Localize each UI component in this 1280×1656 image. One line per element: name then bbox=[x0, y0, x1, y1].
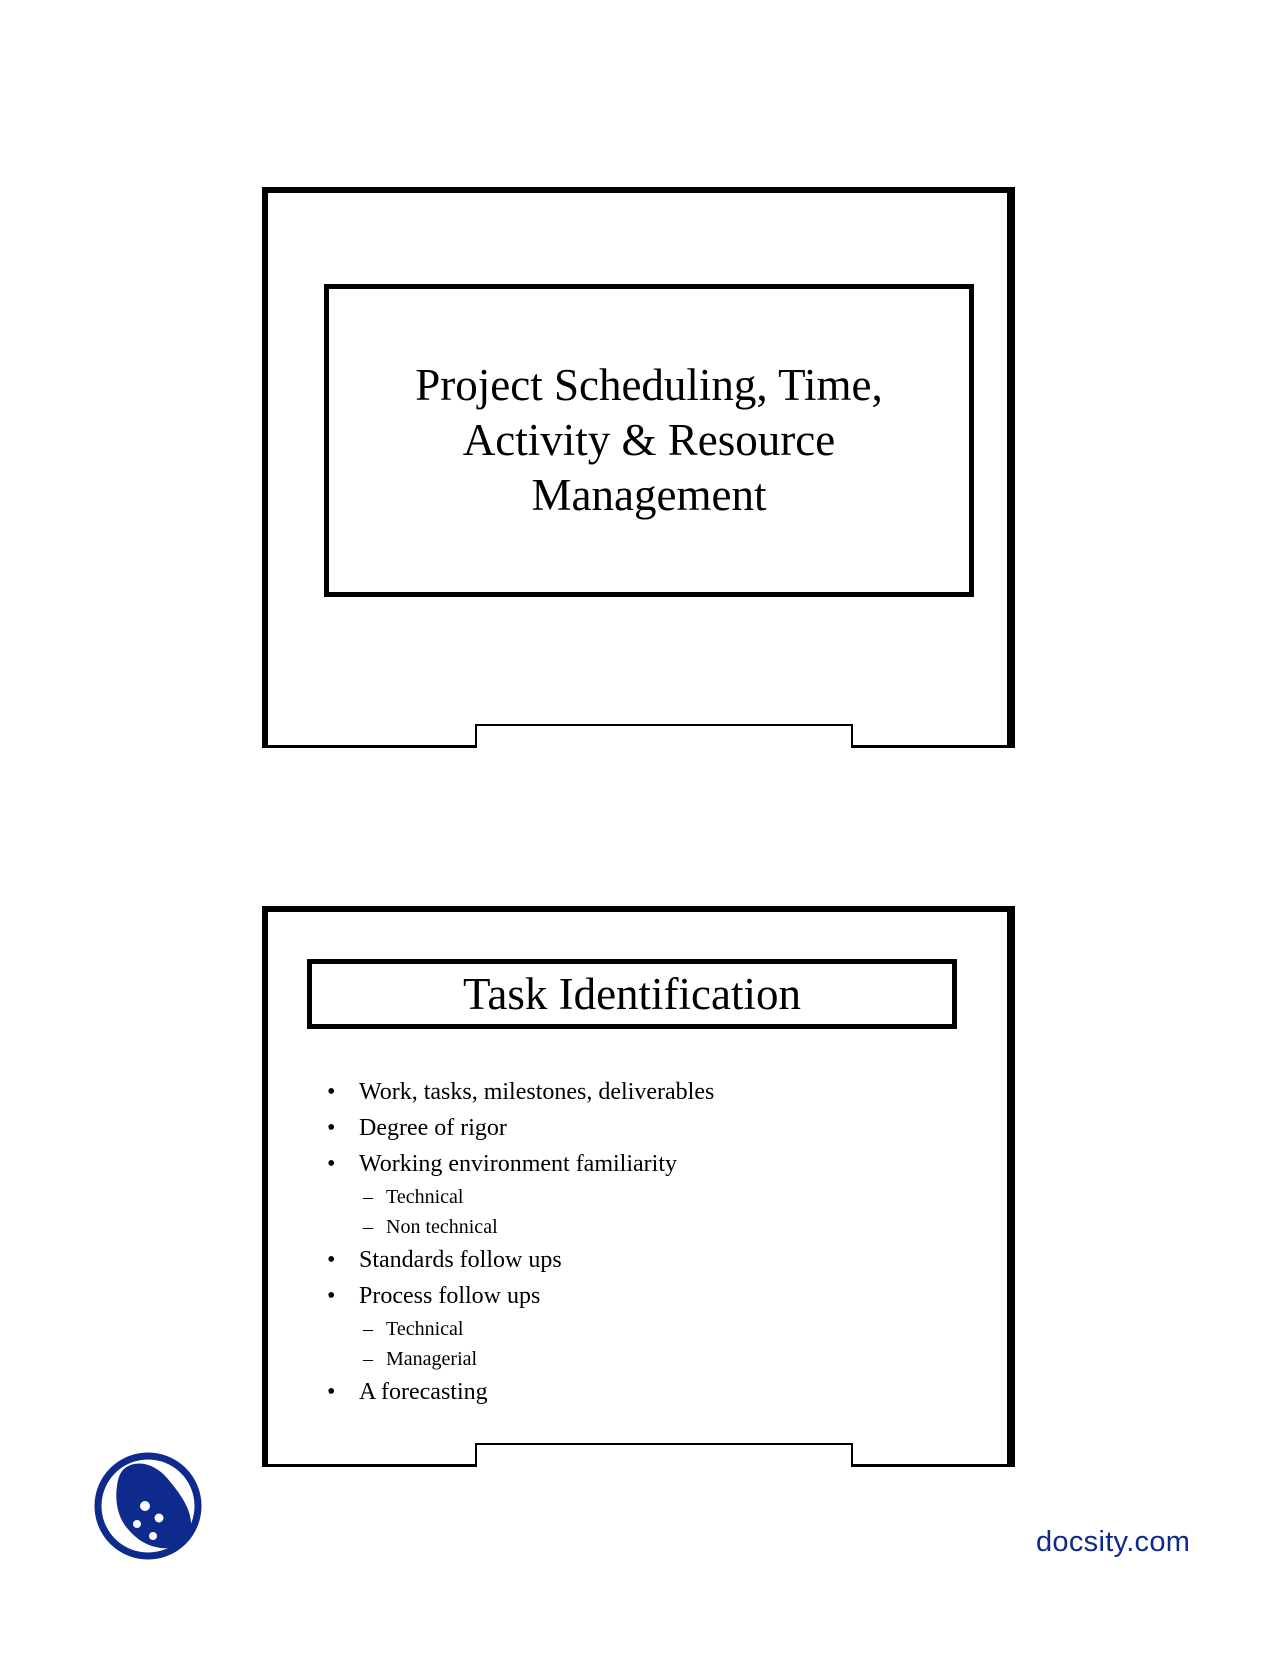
bullet-item: • Degree of rigor bbox=[324, 1110, 714, 1146]
presentation-title bbox=[369, 358, 929, 523]
sub-bullet-item: – Technical bbox=[324, 1314, 714, 1344]
slide-title-box bbox=[307, 959, 957, 1029]
slide-title bbox=[262, 187, 1015, 748]
slide-title-box bbox=[324, 284, 974, 597]
bullet-item: • A forecasting bbox=[324, 1374, 714, 1410]
docsity-logo-icon bbox=[93, 1450, 203, 1562]
bullet-item: • Working environment familiarity bbox=[324, 1146, 714, 1182]
title-line-3: Management bbox=[531, 470, 767, 520]
slide-title: Task Identification bbox=[463, 969, 801, 1019]
docsity-brand-link[interactable]: docsity.com bbox=[1036, 1526, 1191, 1558]
bullet-item: • Process follow ups bbox=[324, 1278, 714, 1314]
title-line-2: Activity & Resource bbox=[462, 415, 836, 465]
bullet-list bbox=[324, 1074, 714, 1410]
bullet-item: • Standards follow ups bbox=[324, 1242, 714, 1278]
slide-footer-tab bbox=[475, 724, 853, 748]
sub-bullet-item: – Non technical bbox=[324, 1212, 714, 1242]
sub-bullet-item: – Managerial bbox=[324, 1344, 714, 1374]
sub-bullet-item: – Technical bbox=[324, 1182, 714, 1212]
bullet-item: • Work, tasks, milestones, deliverables bbox=[324, 1074, 714, 1110]
slide-footer-tab bbox=[475, 1443, 853, 1467]
title-line-1: Project Scheduling, Time, bbox=[415, 360, 883, 410]
slide-task-identification bbox=[262, 906, 1015, 1467]
